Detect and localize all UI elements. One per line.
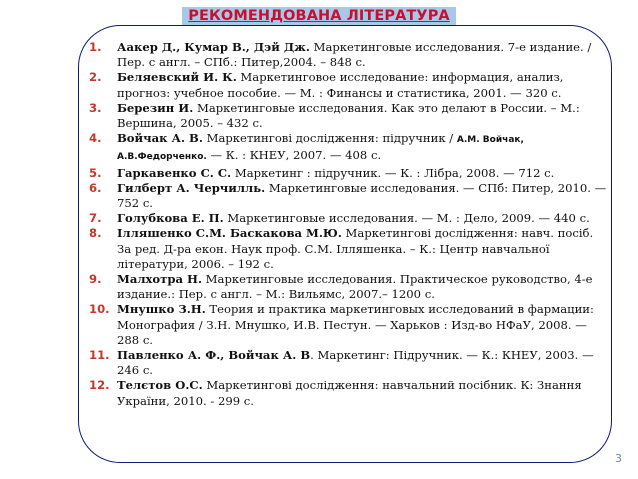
reference-author: Гилберт А. Черчилль. — [117, 180, 266, 195]
reference-item — [0, 226, 608, 272]
reference-author: Телєтов О.С. — [117, 378, 203, 393]
reference-text: Маркетинговые исследования. — М. : Дело, 2009. — 440 с. — [223, 211, 590, 226]
reference-item — [0, 40, 608, 70]
reference-number: 10. — [89, 302, 110, 317]
reference-author: Малхотра Н. — [117, 272, 202, 287]
reference-number: 1. — [89, 40, 102, 54]
reference-item — [0, 131, 608, 165]
reference-item — [0, 348, 608, 378]
reference-list — [0, 40, 608, 409]
reference-item — [0, 302, 608, 348]
reference-text: Маркетинговые исследования. Как это делают в России. – М.: Вершина, 2005. – 432 с. — [117, 100, 580, 131]
reference-author: Мнушко З.Н. — [117, 302, 206, 317]
reference-item — [0, 378, 608, 408]
reference-item — [0, 70, 608, 100]
reference-number: 3. — [89, 100, 102, 115]
reference-text: Маркетинговые исследования. — СПб: Питер, 2010. — 752 с. — [117, 180, 607, 211]
reference-number: 8. — [89, 226, 102, 241]
reference-text: Маркетинговые исследования. Практическое руководство, 4-е издание.: Пер. с англ. – М.: Вильямс, 2007.– 1200 с. — [117, 272, 593, 302]
title-wrap — [0, 5, 638, 26]
reference-text: Маркетингові дослідження: навч. посіб. За ред. Д-ра екон. Наук проф. С.М. Ілляшенка. – К.: Центр навчальної літератури, 2006. – 192 с. — [117, 226, 594, 271]
reference-number: 12. — [89, 378, 110, 393]
reference-text: Маркетинг : підручник. — К. : Лібра, 2008. — 712 с. — [231, 165, 555, 180]
reference-text: Маркетинговые исследования. 7-е издание. / Пер. с англ. – СПб.: Питер,2004. – 848 с. — [117, 40, 592, 70]
reference-item — [0, 272, 608, 302]
reference-author: Войчак А. В. — [117, 131, 203, 146]
reference-number: 9. — [89, 272, 102, 287]
reference-number: 4. — [89, 131, 102, 146]
reference-number: 6. — [89, 180, 102, 195]
reference-author: Аакер Д., Кумар В., Дэй Дж. — [117, 40, 310, 54]
reference-text: . Маркетинг: Підручник. — К.: КНЕУ, 2003. — 246 с. — [117, 348, 594, 378]
reference-number: 7. — [89, 211, 102, 226]
reference-item — [0, 101, 608, 131]
reference-number: 5. — [89, 165, 102, 180]
slide-title: РЕКОМЕНДОВАНА ЛІТЕРАТУРА — [182, 7, 456, 26]
reference-text: Маркетингові дослідження: навчальний посібник. К: Знання України, 2010. - 299 с. — [117, 378, 582, 408]
reference-item — [0, 166, 608, 181]
reference-author: Гаркавенко С. С. — [117, 165, 232, 180]
reference-number: 2. — [89, 70, 102, 85]
reference-text-continued: — К. : КНЕУ, 2007. — 408 с. — [206, 148, 382, 163]
reference-text: Маркетингові дослідження: підручник / — [202, 131, 457, 146]
reference-item — [0, 211, 608, 226]
reference-text: Маркетинговое исследование: информация, анализ, прогноз: учебное пособие. — М. : Финансы и статистика, 2001. — 320 с. — [117, 70, 564, 100]
reference-author: Березин И. — [117, 100, 194, 115]
page-number: 3 — [615, 452, 622, 465]
reference-number: 11. — [89, 348, 110, 363]
reference-author: Голубкова Е. П. — [117, 211, 224, 226]
reference-author: Ілляшенко С.М. Баскакова М.Ю. — [117, 226, 342, 241]
reference-coauthors: А.М. Войчак, А.В.Федорченко. — [117, 135, 524, 163]
reference-item — [0, 181, 608, 211]
reference-author: Беляевский И. К. — [117, 70, 237, 85]
reference-author: Павленко А. Ф., Войчак А. В — [117, 348, 311, 363]
reference-text: Теория и практика маркетинговых исследований в фармации: Монография / З.Н. Мнушко, И.В. Пестун. — Харьков : Изд-во НФаУ, 2008. — 288 с. — [117, 302, 594, 347]
